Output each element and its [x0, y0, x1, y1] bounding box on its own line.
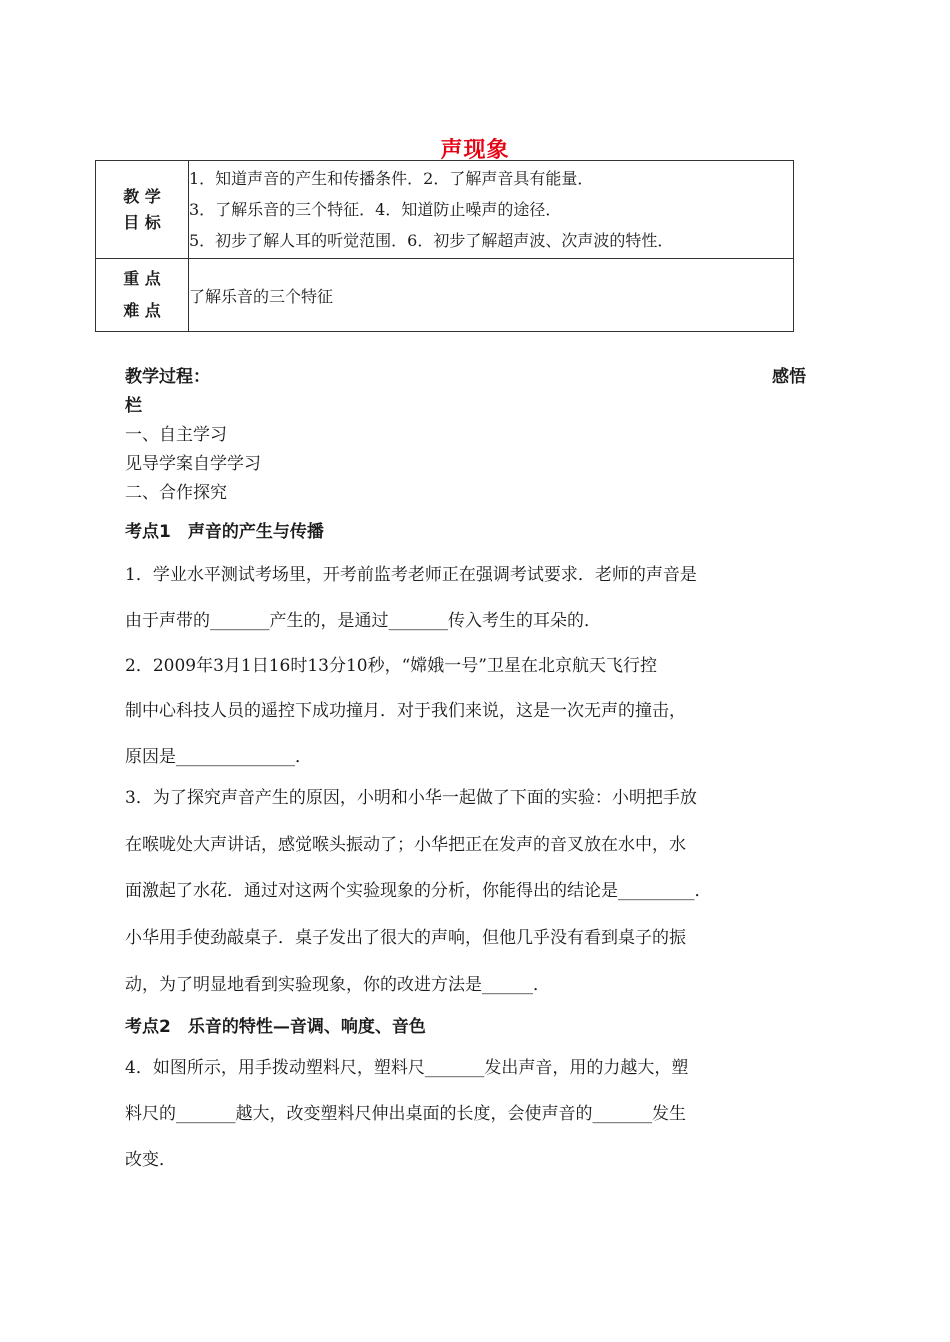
- key-content-cell: 了解乐音的三个特征: [189, 259, 794, 332]
- question-line: 在喉咙处大声讲话，感觉喉头振动了；小华把正在发声的音叉放在水中，水: [125, 835, 686, 855]
- key-label-cell: [96, 259, 189, 332]
- page-title: 声现象: [440, 138, 510, 163]
- question-line: 改变．: [125, 1150, 176, 1170]
- question-line: 由于声带的_______产生的，是通过_______传入考生的耳朵的．: [125, 611, 601, 631]
- topic2-heading: 考点2 乐音的特性—音调、响度、音色: [125, 1017, 426, 1037]
- goal-line: 3．了解乐音的三个特征．4．知道防止噪声的途径．: [189, 200, 562, 219]
- section-heading-self-study: 一、自主学习: [125, 425, 227, 445]
- goals-label-line1: 教 学: [123, 186, 161, 206]
- question-line: 面激起了水花．通过对这两个实验现象的分析，你能得出的结论是_________．: [125, 881, 712, 901]
- question-line: 1．学业水平测试考场里，开考前监考老师正在强调考试要求．老师的声音是: [125, 565, 697, 585]
- key-label-line1: 重 点: [123, 269, 161, 288]
- section-heading-cooperation: 二、合作探究: [125, 483, 227, 503]
- goals-label-line2: 目 标: [123, 212, 161, 232]
- goals-content-cell: [189, 161, 794, 259]
- question-line: 料尺的_______越大，改变塑料尺伸出桌面的长度，会使声音的_______发生: [125, 1104, 686, 1124]
- goal-line: 1．知道声音的产生和传播条件．2．了解声音具有能量．: [189, 169, 594, 188]
- goal-line: 5．初步了解人耳的听觉范围．6．初步了解超声波、次声波的特性．: [189, 231, 674, 250]
- question-line: 动，为了明显地看到实验现象，你的改进方法是______．: [125, 975, 550, 995]
- question-line: 4．如图所示，用手拨动塑料尺，塑料尺_______发出声音，用的力越大，塑: [125, 1058, 689, 1078]
- question-line: 制中心科技人员的遥控下成功撞月．对于我们来说，这是一次无声的撞击，: [125, 701, 686, 721]
- question-line: 2．2009年3月1日16时13分10秒，“嫦娥一号”卫星在北京航天飞行控: [125, 656, 657, 676]
- goals-label-cell: [96, 161, 189, 259]
- process-heading: 教学过程：: [125, 367, 210, 387]
- question-line: 原因是______________．: [125, 747, 312, 767]
- reflection-label-part1: 感悟: [772, 367, 806, 387]
- key-label-line2: 难 点: [123, 301, 161, 320]
- objectives-table: [95, 160, 794, 332]
- question-line: 3．为了探究声音产生的原因，小明和小华一起做了下面的实验：小明把手放: [125, 788, 697, 808]
- reflection-label-part2: 栏: [125, 396, 142, 416]
- topic1-heading: 考点1 声音的产生与传播: [125, 522, 324, 542]
- section-text-self-study: 见导学案自学学习: [125, 454, 261, 474]
- question-line: 小华用手使劲敲桌子．桌子发出了很大的声响，但他几乎没有看到桌子的振: [125, 928, 686, 948]
